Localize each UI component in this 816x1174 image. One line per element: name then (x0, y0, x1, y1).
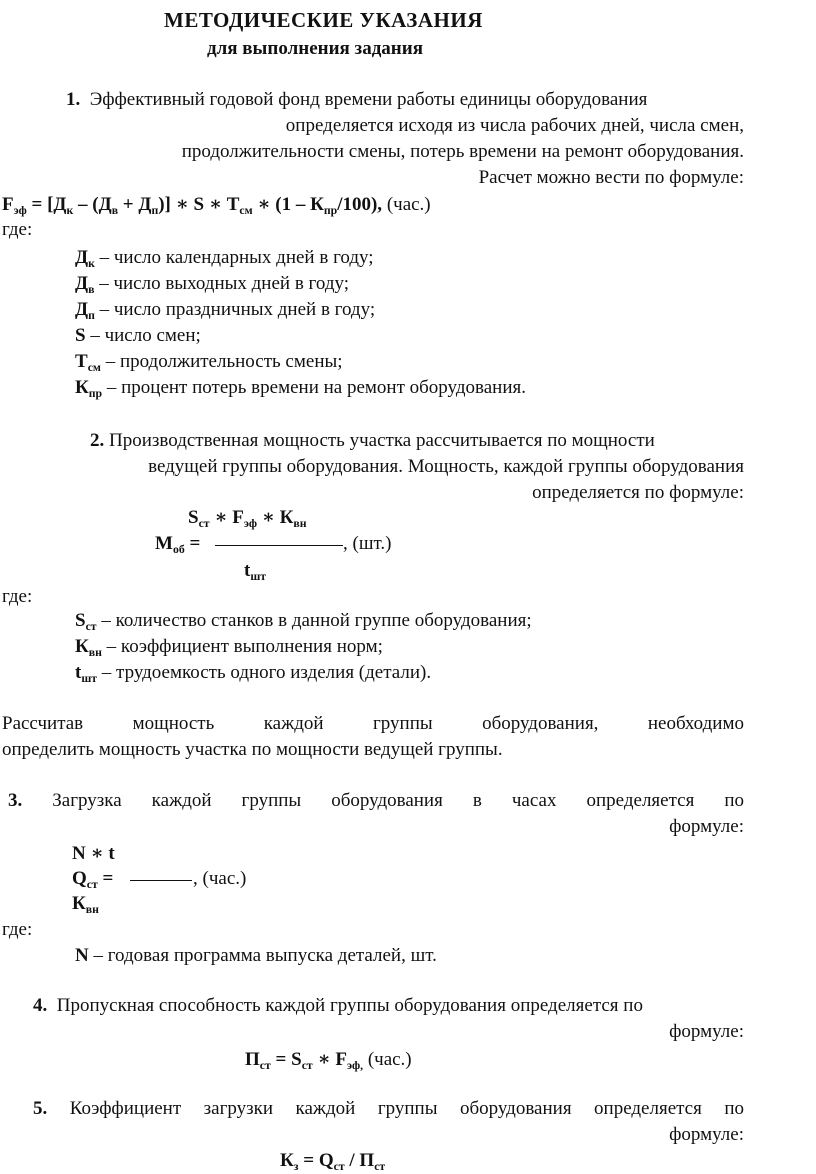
definition-item: S – число смен; (75, 325, 201, 346)
section-1-line-3: продолжительности смены, потерь времени на ремонт оборудования. (181, 141, 744, 162)
section-2-line-2: ведущей группы оборудования. Мощность, каждой группы оборудования (148, 456, 744, 477)
definition-item: $К_{пр}$ – процент потерь времени на ремонт оборудования. (75, 377, 527, 401)
section-1-line-2: определяется исходя из числа рабочих дней, числа смен, (285, 115, 744, 136)
fraction-line (130, 880, 192, 881)
section-4-first-line (33, 995, 643, 1017)
section-number: 1. (66, 89, 81, 110)
section-1-line-4: Расчет можно вести по формуле: (478, 167, 744, 188)
section-text: Коэффициент загрузки каждой группы оборудования определяется по (69, 1098, 744, 1119)
formula-unit: , (шт.) (343, 533, 392, 554)
formula-unit: , (час.) (193, 868, 247, 889)
paragraph-line: определить мощность участка по мощности ведущей группы. (2, 739, 503, 760)
fraction-line (215, 545, 343, 546)
definition-item: $Т_{см}$ – продолжительность смены; (75, 351, 343, 375)
section-4-line-2: формуле: (669, 1021, 744, 1042)
section-5-first-line (33, 1098, 744, 1124)
formula-fond-time: $F_{эф} = [Д_к - (Д_в + Д_п)]$ ∗ S ∗ $Т_{см}$ ∗ $(1 - К_{пр}/100)$, (час.) (2, 194, 431, 218)
section-3-line-2: формуле: (669, 816, 744, 837)
definition-item: $К_{вн}$ – коэффициент выполнения норм; (75, 636, 383, 660)
formula-numerator: N ∗ t (72, 843, 115, 864)
section-number: 2. (90, 430, 105, 451)
where-label: где: (2, 586, 33, 607)
formula-load-coefficient: $К_з = Q_{ст} / П_{ст}$ (280, 1150, 386, 1174)
formula-lhs: $Q_{ст}$ = (72, 868, 114, 892)
section-number: 5. (33, 1098, 48, 1119)
definition-item: $S_{ст}$ – количество станков в данной группе оборудования; (75, 610, 532, 634)
definition-item: $Д_к$ – число календарных дней в году; (75, 247, 374, 271)
paragraph-line: Рассчитав мощность каждой группы оборудования, необходимо (2, 713, 744, 734)
page-subtitle: для выполнения задания (207, 38, 423, 59)
section-text: Эффективный годовой фонд времени работы единицы оборудования (89, 89, 648, 110)
definition-item: N – годовая программа выпуска деталей, шт. (75, 945, 437, 966)
section-1-first-line (66, 89, 647, 111)
definition-item: $t_{шт}$ – трудоемкость одного изделия (детали). (75, 662, 432, 686)
section-text: Загрузка каждой группы оборудования в часах определяется по (52, 790, 744, 811)
where-label: где: (2, 919, 33, 940)
section-5-line-2: формуле: (669, 1124, 744, 1145)
section-2-first-line (90, 430, 655, 452)
section-text: Производственная мощность участка рассчитывается по мощности (109, 430, 655, 451)
formula-throughput: $П_{ст} = S_{ст}$ ∗ $F_{эф,}$ (час.) (245, 1049, 412, 1073)
formula-numerator: $S_{ст}$ ∗ $F_{эф}$ ∗ $К_{вн}$ (188, 507, 307, 531)
section-text: Пропускная способность каждой группы оборудования определяется по (56, 995, 643, 1016)
section-3-first-line (8, 790, 744, 816)
page-title: МЕТОДИЧЕСКИЕ УКАЗАНИЯ (164, 8, 483, 32)
where-label: где: (2, 219, 33, 240)
section-number: 4. (33, 995, 48, 1016)
definition-item: $Д_в$ – число выходных дней в году; (75, 273, 350, 297)
section-number: 3. (8, 790, 23, 811)
formula-denominator: $К_{вн}$ (72, 893, 99, 917)
formula-lhs: $М_{об}$ = (155, 533, 201, 557)
formula-denominator: $t_{шт}$ (244, 560, 267, 584)
definition-item: $Д_п$ – число праздничных дней в году; (75, 299, 376, 323)
section-2-line-3: определяется по формуле: (532, 482, 744, 503)
